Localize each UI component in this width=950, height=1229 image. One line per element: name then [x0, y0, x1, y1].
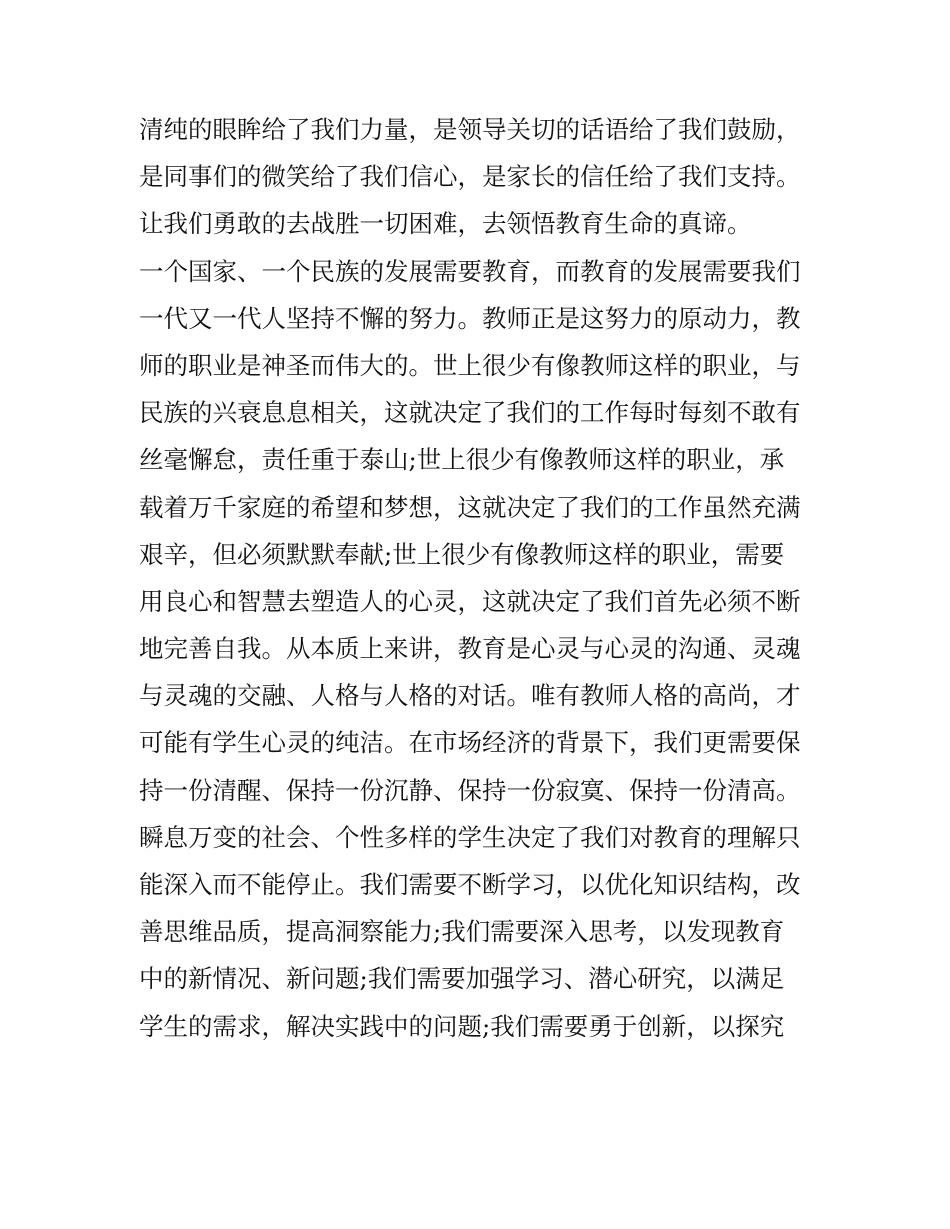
text-line-9: 载着万千家庭的希望和梦想，这就决定了我们的工作虽然充满 [139, 492, 801, 522]
text-line-16: 瞬息万变的社会、个性多样的学生决定了我们对教育的理解只 [139, 822, 801, 852]
text-line-18: 善思维品质，提高洞察能力;我们需要深入思考，以发现教育 [139, 917, 785, 947]
text-line-7: 民族的兴衰息息相关，这就决定了我们的工作每时每刻不敢有 [139, 398, 801, 428]
text-line-1: 清纯的眼眸给了我们力量，是领导关切的话语给了我们鼓励， [139, 115, 801, 144]
text-line-8: 丝毫懈怠，责任重于泰山;世上很少有像教师这样的职业，承 [139, 445, 785, 475]
text-line-11: 用良心和智慧去塑造人的心灵，这就决定了我们首先必须不断 [139, 586, 801, 616]
text-line-4: 一个国家、一个民族的发展需要教育，而教育的发展需要我们 [139, 256, 801, 286]
text-line-13: 与灵魂的交融、人格与人格的对话。唯有教师人格的高尚，才 [139, 681, 801, 711]
text-line-6: 师的职业是神圣而伟大的。世上很少有像教师这样的职业，与 [139, 350, 801, 380]
text-line-14: 可能有学生心灵的纯洁。在市场经济的背景下，我们更需要保 [139, 728, 801, 758]
text-line-17: 能深入而不能停止。我们需要不断学习，以优化知识结构，改 [139, 870, 801, 899]
text-line-3: 让我们勇敢的去战胜一切困难，去领悟教育生命的真谛。 [139, 209, 752, 239]
body-text [139, 106, 829, 1050]
text-line-2: 是同事们的微笑给了我们信心，是家长的信任给了我们支持。 [139, 162, 801, 192]
text-line-20: 学生的需求，解决实践中的问题;我们需要勇于创新，以探究 [139, 1011, 785, 1041]
text-line-19: 中的新情况、新问题;我们需要加强学习、潜心研究，以满足 [139, 964, 785, 994]
text-line-12: 地完善自我。从本质上来讲，教育是心灵与心灵的沟通、灵魂 [139, 634, 801, 664]
text-line-15: 持一份清醒、保持一份沉静、保持一份寂寞、保持一份清高。 [139, 775, 801, 805]
text-line-5: 一代又一代人坚持不懈的努力。教师正是这努力的原动力，教 [139, 303, 801, 333]
text-line-10: 艰辛，但必须默默奉献;世上很少有像教师这样的职业，需要 [139, 539, 785, 569]
